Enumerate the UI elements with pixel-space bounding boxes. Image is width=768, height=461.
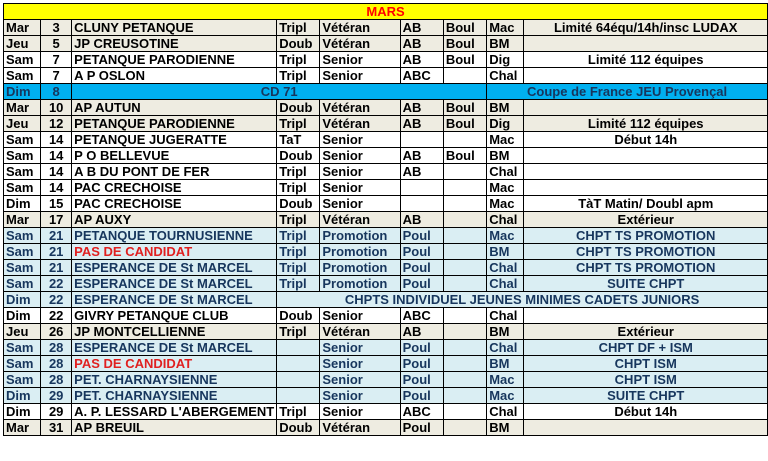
cell-day: Sam [4, 276, 41, 292]
cell-note: CHPT DF + ISM [524, 340, 768, 356]
cell-mode [443, 228, 486, 244]
cell-day: Dim [4, 388, 41, 404]
cell-category: Senior [320, 148, 400, 164]
cell-mode [443, 180, 486, 196]
cell-note: Coupe de France JEU Provençal [487, 84, 768, 100]
table-row[interactable] [4, 180, 768, 196]
cell-day: Sam [4, 260, 41, 276]
cell-club: PAS DE CANDIDAT [72, 244, 277, 260]
cell-note: CHPT TS PROMOTION [524, 244, 768, 260]
cell-date: 15 [41, 196, 72, 212]
table-row[interactable] [4, 404, 768, 420]
cell-format: Tripl [277, 20, 320, 36]
cell-date: 5 [41, 36, 72, 52]
cell-zone: BM [487, 36, 524, 52]
cell-note: Limité 64équ/14h/insc LUDAX [524, 20, 768, 36]
cell-day: Sam [4, 244, 41, 260]
table-row[interactable] [4, 20, 768, 36]
cell-category: Promotion [320, 276, 400, 292]
cell-format: Tripl [277, 116, 320, 132]
cell-mode: Boul [443, 148, 486, 164]
cell-zone: Mac [487, 372, 524, 388]
cell-day: Dim [4, 404, 41, 420]
cell-zone: Mac [487, 228, 524, 244]
cell-club: PET. CHARNAYSIENNE [72, 388, 277, 404]
table-row[interactable] [4, 340, 768, 356]
cell-qual: ABC [400, 308, 443, 324]
cell-mode [443, 164, 486, 180]
cell-date: 7 [41, 68, 72, 84]
cell-note: CHPT TS PROMOTION [524, 228, 768, 244]
cell-note [524, 36, 768, 52]
cell-qual [400, 132, 443, 148]
cell-format: Tripl [277, 212, 320, 228]
cell-note: SUITE CHPT [524, 276, 768, 292]
cell-zone: Mac [487, 20, 524, 36]
cell-zone: Mac [487, 196, 524, 212]
cell-note [524, 308, 768, 324]
table-row[interactable] [4, 276, 768, 292]
cell-club: AP AUXY [72, 212, 277, 228]
cell-mode: Boul [443, 52, 486, 68]
table-row[interactable] [4, 372, 768, 388]
cell-club: PETANQUE JUGERATTE [72, 132, 277, 148]
cell-category: Senior [320, 308, 400, 324]
cell-club: AP BREUIL [72, 420, 277, 436]
cell-category: Senior [320, 196, 400, 212]
cell-category: Vétéran [320, 100, 400, 116]
cell-date: 7 [41, 52, 72, 68]
cell-note [524, 420, 768, 436]
cell-mode [443, 308, 486, 324]
cell-day: Jeu [4, 116, 41, 132]
cell-qual: Poul [400, 420, 443, 436]
cell-category: Vétéran [320, 20, 400, 36]
table-row[interactable] [4, 356, 768, 372]
cell-date: 31 [41, 420, 72, 436]
cell-date: 14 [41, 180, 72, 196]
cell-qual [400, 180, 443, 196]
cell-qual [400, 196, 443, 212]
cell-category: Senior [320, 388, 400, 404]
cell-date: 17 [41, 212, 72, 228]
cell-date: 22 [41, 276, 72, 292]
table-row[interactable] [4, 36, 768, 52]
cell-format: Tripl [277, 164, 320, 180]
cell-zone: BM [487, 356, 524, 372]
cell-zone: Chal [487, 68, 524, 84]
cell-mode: Boul [443, 100, 486, 116]
cell-category: Vétéran [320, 212, 400, 228]
table-row[interactable] [4, 260, 768, 276]
cell-format [277, 340, 320, 356]
cell-qual: AB [400, 212, 443, 228]
cell-qual: AB [400, 20, 443, 36]
cell-mode [443, 196, 486, 212]
cell-format: Tripl [277, 244, 320, 260]
cell-category: Senior [320, 340, 400, 356]
cell-category: Senior [320, 68, 400, 84]
cell-date: 22 [41, 308, 72, 324]
cell-note: Extérieur [524, 324, 768, 340]
cell-format: Doub [277, 100, 320, 116]
cell-day: Sam [4, 68, 41, 84]
cell-club: JP MONTCELLIENNE [72, 324, 277, 340]
cell-category: Senior [320, 180, 400, 196]
cell-qual: Poul [400, 244, 443, 260]
cell-mode [443, 260, 486, 276]
cell-note [524, 68, 768, 84]
table-row[interactable] [4, 132, 768, 148]
cell-zone: Dig [487, 116, 524, 132]
cell-format: Doub [277, 36, 320, 52]
cell-club: PET. CHARNAYSIENNE [72, 372, 277, 388]
cell-club: PAC CRECHOISE [72, 180, 277, 196]
cell-note: Limité 112 équipes [524, 52, 768, 68]
cell-note: Début 14h [524, 132, 768, 148]
cell-mode [443, 340, 486, 356]
cell-club: AP AUTUN [72, 100, 277, 116]
cell-format: Tripl [277, 68, 320, 84]
cell-category: Senior [320, 356, 400, 372]
cell-mode: Boul [443, 36, 486, 52]
table-row[interactable] [4, 116, 768, 132]
cell-club: PAS DE CANDIDAT [72, 356, 277, 372]
cell-format: Tripl [277, 324, 320, 340]
cell-club: PAC CRECHOISE [72, 196, 277, 212]
cell-day: Sam [4, 132, 41, 148]
cell-zone: BM [487, 324, 524, 340]
cell-mode [443, 404, 486, 420]
cell-qual: Poul [400, 388, 443, 404]
cell-zone: Chal [487, 260, 524, 276]
cell-day: Sam [4, 52, 41, 68]
cell-note: CHPT ISM [524, 372, 768, 388]
cell-qual: ABC [400, 404, 443, 420]
table-row[interactable] [4, 292, 768, 308]
cell-format: Tripl [277, 276, 320, 292]
cell-zone: Chal [487, 164, 524, 180]
cell-category: Senior [320, 132, 400, 148]
cell-format: Doub [277, 420, 320, 436]
cell-qual: AB [400, 100, 443, 116]
cell-category: Senior [320, 404, 400, 420]
table-row[interactable] [4, 228, 768, 244]
cell-mode [443, 324, 486, 340]
table-row[interactable] [4, 164, 768, 180]
cell-qual: AB [400, 164, 443, 180]
cell-club: A P OSLON [72, 68, 277, 84]
cell-date: 29 [41, 404, 72, 420]
cell-date: 10 [41, 100, 72, 116]
table-row[interactable] [4, 324, 768, 340]
cell-format: Tripl [277, 228, 320, 244]
table-row[interactable] [4, 68, 768, 84]
cell-qual: AB [400, 148, 443, 164]
cell-day: Sam [4, 148, 41, 164]
cell-note: CHPT ISM [524, 356, 768, 372]
table-row[interactable] [4, 244, 768, 260]
cell-format: Tripl [277, 260, 320, 276]
cell-qual: ABC [400, 68, 443, 84]
table-row[interactable] [4, 196, 768, 212]
cell-club: ESPERANCE DE St MARCEL [72, 260, 277, 276]
cell-mode [443, 372, 486, 388]
cell-day: Mar [4, 20, 41, 36]
cell-zone: Chal [487, 404, 524, 420]
cell-club: ESPERANCE DE St MARCEL [72, 276, 277, 292]
cell-format: Tripl [277, 180, 320, 196]
cell-mode [443, 132, 486, 148]
cell-category: Promotion [320, 228, 400, 244]
cell-day: Dim [4, 292, 41, 308]
schedule-table [3, 3, 768, 436]
cell-club: PETANQUE PARODIENNE [72, 52, 277, 68]
cell-club: A B DU PONT DE FER [72, 164, 277, 180]
cell-day: Mar [4, 100, 41, 116]
cell-mode [443, 212, 486, 228]
cell-format: Tripl [277, 52, 320, 68]
cell-category: Vétéran [320, 36, 400, 52]
cell-date: 21 [41, 260, 72, 276]
cell-day: Jeu [4, 324, 41, 340]
cell-day: Sam [4, 372, 41, 388]
cell-club: A. P. LESSARD L'ABERGEMENT [72, 404, 277, 420]
cell-mode [443, 388, 486, 404]
cell-qual: Poul [400, 228, 443, 244]
table-row[interactable] [4, 212, 768, 228]
cell-note [524, 100, 768, 116]
cell-day: Dim [4, 196, 41, 212]
cell-day: Jeu [4, 36, 41, 52]
table-row[interactable] [4, 84, 768, 100]
cell-zone: Mac [487, 132, 524, 148]
cell-date: 26 [41, 324, 72, 340]
cell-day: Dim [4, 84, 41, 100]
cell-date: 8 [41, 84, 72, 100]
cell-zone: Chal [487, 308, 524, 324]
cell-zone: Dig [487, 52, 524, 68]
cell-date: 14 [41, 164, 72, 180]
cell-category: Senior [320, 372, 400, 388]
cell-date: 12 [41, 116, 72, 132]
cell-format [277, 372, 320, 388]
cell-club: P O BELLEVUE [72, 148, 277, 164]
cell-date: 3 [41, 20, 72, 36]
cell-format [277, 388, 320, 404]
cell-mode: Boul [443, 116, 486, 132]
cell-note [524, 164, 768, 180]
cell-qual: AB [400, 116, 443, 132]
cell-date: 22 [41, 292, 72, 308]
cell-category: Vétéran [320, 116, 400, 132]
cell-qual: Poul [400, 340, 443, 356]
cell-club: JP CREUSOTINE [72, 36, 277, 52]
cell-club: ESPERANCE DE St MARCEL [72, 292, 277, 308]
table-row[interactable] [4, 148, 768, 164]
cell-mode [443, 276, 486, 292]
cell-format [277, 356, 320, 372]
cell-zone: BM [487, 148, 524, 164]
cell-category: Senior [320, 164, 400, 180]
cell-mode [443, 420, 486, 436]
table-row[interactable] [4, 308, 768, 324]
cell-day: Sam [4, 164, 41, 180]
cell-category: Promotion [320, 260, 400, 276]
cell-date: 14 [41, 132, 72, 148]
month-title-row [4, 4, 768, 20]
cell-format: Doub [277, 148, 320, 164]
cell-date: 29 [41, 388, 72, 404]
cell-club: GIVRY PETANQUE CLUB [72, 308, 277, 324]
cell-category: Senior [320, 52, 400, 68]
cell-day: Mar [4, 420, 41, 436]
cell-mode [443, 68, 486, 84]
cell-qual: Poul [400, 372, 443, 388]
cell-club: CD 71 [72, 84, 487, 100]
cell-zone: BM [487, 420, 524, 436]
cell-format: Doub [277, 196, 320, 212]
cell-club: PETANQUE PARODIENNE [72, 116, 277, 132]
cell-format: Tripl [277, 404, 320, 420]
cell-day: Dim [4, 308, 41, 324]
cell-note: Limité 112 équipes [524, 116, 768, 132]
cell-zone: Mac [487, 388, 524, 404]
cell-note: SUITE CHPT [524, 388, 768, 404]
cell-zone: Mac [487, 180, 524, 196]
cell-qual: Poul [400, 260, 443, 276]
cell-mode [443, 244, 486, 260]
cell-date: 28 [41, 340, 72, 356]
cell-day: Sam [4, 356, 41, 372]
cell-category: Vétéran [320, 324, 400, 340]
cell-qual: Poul [400, 356, 443, 372]
cell-note: Début 14h [524, 404, 768, 420]
cell-zone: BM [487, 100, 524, 116]
cell-qual: AB [400, 36, 443, 52]
cell-mode [443, 356, 486, 372]
cell-note: CHPTS INDIVIDUEL JEUNES MINIMES CADETS JUNIORS [277, 292, 768, 308]
cell-club: ESPERANCE DE St MARCEL [72, 340, 277, 356]
cell-zone: Chal [487, 276, 524, 292]
table-row[interactable] [4, 100, 768, 116]
table-row[interactable] [4, 388, 768, 404]
cell-day: Sam [4, 228, 41, 244]
month-title: MARS [4, 4, 768, 20]
cell-format: Doub [277, 308, 320, 324]
cell-date: 14 [41, 148, 72, 164]
cell-date: 28 [41, 372, 72, 388]
cell-category: Vétéran [320, 420, 400, 436]
cell-zone: Chal [487, 340, 524, 356]
cell-date: 21 [41, 244, 72, 260]
cell-zone: BM [487, 244, 524, 260]
cell-note: TàT Matin/ Doubl apm [524, 196, 768, 212]
cell-note [524, 148, 768, 164]
cell-day: Sam [4, 180, 41, 196]
cell-format: TaT [277, 132, 320, 148]
cell-day: Sam [4, 340, 41, 356]
cell-date: 28 [41, 356, 72, 372]
cell-qual: AB [400, 324, 443, 340]
cell-qual: AB [400, 52, 443, 68]
cell-note [524, 180, 768, 196]
table-row[interactable] [4, 52, 768, 68]
cell-day: Mar [4, 212, 41, 228]
cell-date: 21 [41, 228, 72, 244]
cell-qual: Poul [400, 276, 443, 292]
cell-club: PETANQUE TOURNUSIENNE [72, 228, 277, 244]
cell-zone: Chal [487, 212, 524, 228]
cell-category: Promotion [320, 244, 400, 260]
cell-note: CHPT TS PROMOTION [524, 260, 768, 276]
cell-mode: Boul [443, 20, 486, 36]
cell-club: CLUNY PETANQUE [72, 20, 277, 36]
cell-note: Extérieur [524, 212, 768, 228]
table-row[interactable] [4, 420, 768, 436]
